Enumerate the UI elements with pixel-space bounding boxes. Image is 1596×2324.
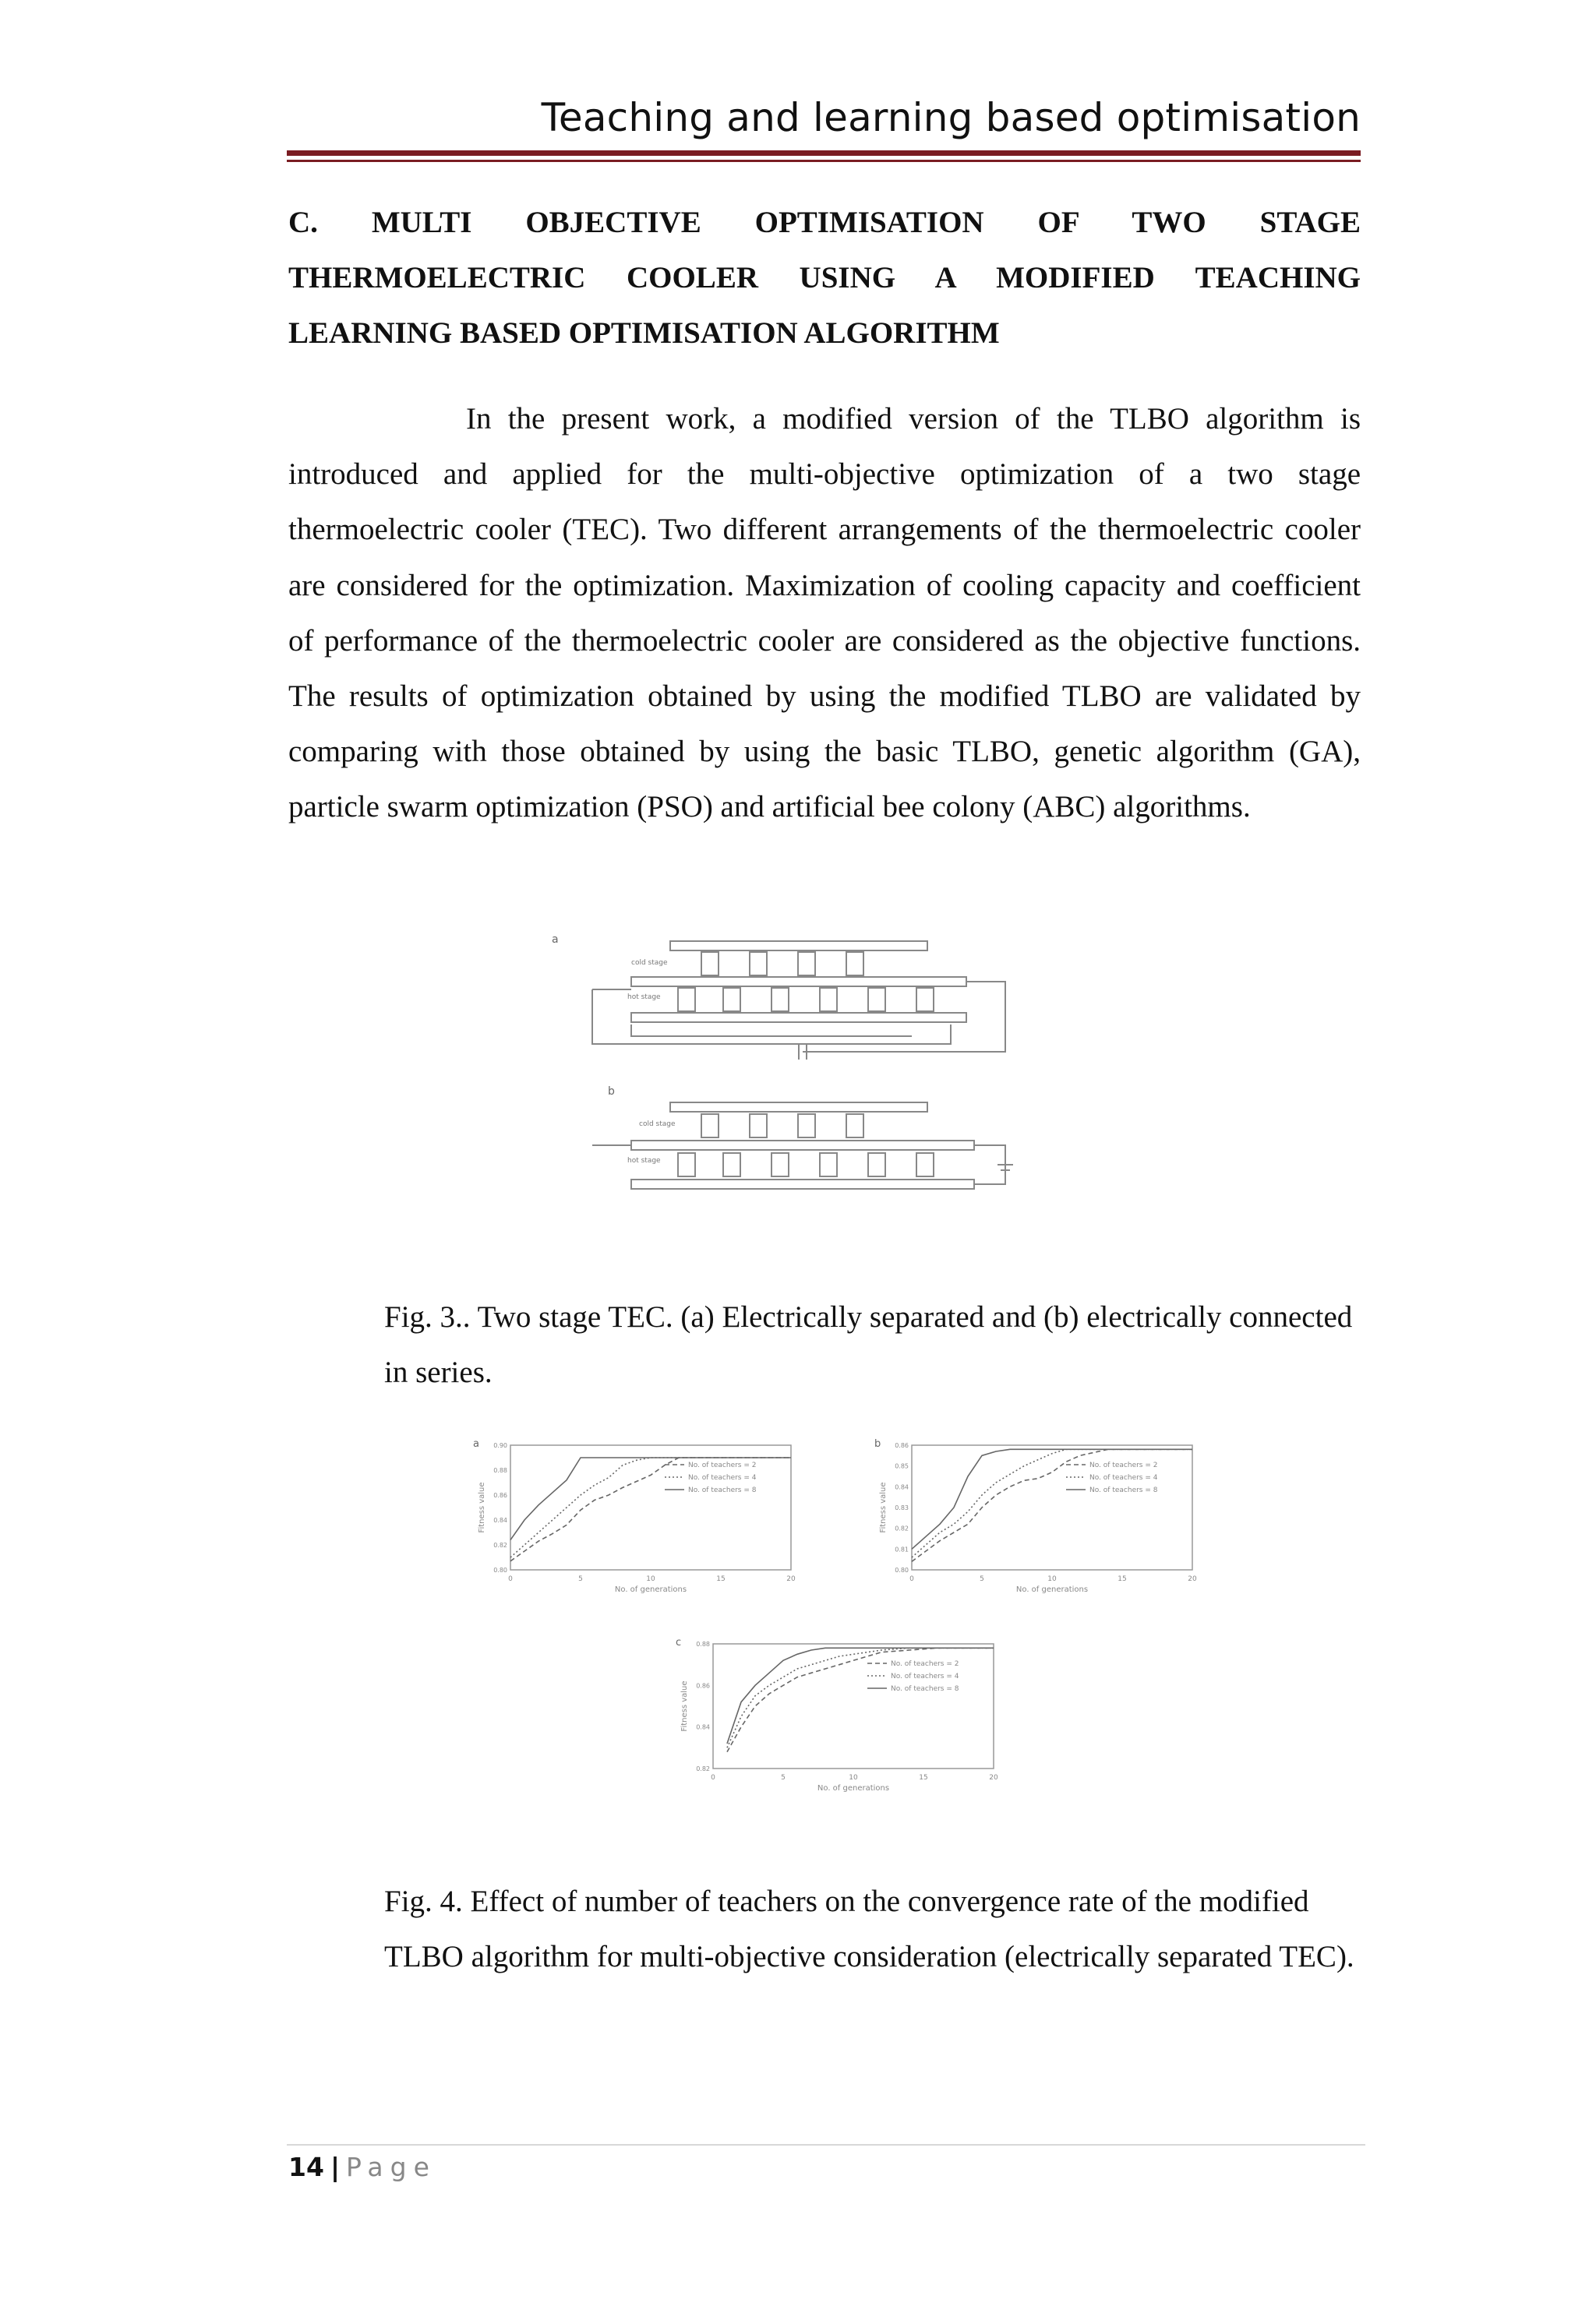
running-header-title: Teaching and learning based optimisation [541, 95, 1361, 140]
fig3a-circuit-wire-inner [631, 1024, 912, 1036]
chart-c-x-tick: 5 [781, 1774, 786, 1782]
chart-a-y-tick: 0.86 [493, 1492, 507, 1499]
body-paragraph [288, 391, 1361, 835]
chart-a-x-tick: 0 [508, 1575, 513, 1583]
chart-a-legend-label: No. of teachers = 2 [688, 1462, 757, 1469]
chart-a-x-tick: 5 [578, 1575, 583, 1583]
chart-a-x-tick: 10 [646, 1575, 655, 1583]
chart-b-x-label: No. of generations [1015, 1585, 1089, 1594]
fig3a-middle-plate [631, 977, 966, 986]
chart-c-y-tick: 0.86 [696, 1682, 710, 1690]
fig3b-cold-stage-pellets [701, 1114, 863, 1137]
figure-4-caption: Fig. 4. Effect of number of teachers on the convergence rate of the modified TLBO algorithm for multi-objective consideration (electrically separated TEC). [384, 1885, 1354, 1973]
chart-b-legend-label: No. of teachers = 4 [1089, 1474, 1158, 1482]
chart-c-x-label: No. of generations [817, 1784, 890, 1793]
page-word: Page [346, 2152, 436, 2182]
fig3b-hot-stage-label: hot stage [627, 1157, 661, 1165]
chart-b-x-tick: 5 [980, 1575, 984, 1583]
fig3-panel-a-label: a [552, 933, 559, 946]
chart-c-y-tick: 0.82 [696, 1765, 710, 1772]
chart-b-y-tick: 0.82 [895, 1525, 909, 1532]
chart-c-legend-label: No. of teachers = 8 [891, 1685, 959, 1693]
fig3a-cold-stage-pellets [701, 952, 863, 975]
chart-b-legend-label: No. of teachers = 8 [1089, 1486, 1158, 1494]
fig3b-bottom-plate [631, 1180, 974, 1189]
chart-a-y-label: Fitness value [478, 1482, 486, 1533]
chart-b-x-tick: 0 [909, 1575, 914, 1583]
chart-c-panel-label: c [676, 1637, 682, 1649]
page-number: 14 [288, 2152, 324, 2182]
figure-4-charts [448, 1434, 1235, 1839]
chart-a-series-line [510, 1458, 791, 1557]
chart-c-y-tick: 0.88 [696, 1641, 710, 1648]
fig3a-hot-stage-pellets [678, 988, 934, 1011]
chart-b-legend-label: No. of teachers = 2 [1089, 1462, 1158, 1469]
chart-b-y-tick: 0.84 [895, 1483, 909, 1491]
chart-b-y-tick: 0.85 [895, 1462, 909, 1470]
header-rule-thin [287, 160, 1361, 162]
chart-b-x-tick: 10 [1047, 1575, 1057, 1583]
footer-separator: | [330, 2152, 340, 2182]
section-heading: C. MULTI OBJECTIVE OPTIMISATION OF TWO STAGE THERMOELECTRIC COOLER USING A MODIFIED TEACHING LEARNING BASED OPTIMISATION ALGORITHM [288, 206, 1361, 350]
chart-a-y-tick: 0.80 [493, 1567, 507, 1574]
footer-rule [287, 2144, 1365, 2146]
fig3b-hot-stage-pellets [678, 1153, 934, 1176]
chart-c-x-tick: 10 [849, 1774, 858, 1782]
chart-a-x-tick: 20 [786, 1575, 796, 1583]
chart-b-y-tick: 0.86 [895, 1442, 909, 1449]
chart-b-y-label: Fitness value [879, 1482, 888, 1533]
fig3a-top-plate [670, 941, 927, 950]
fig3a-hot-stage-label: hot stage [627, 993, 661, 1001]
chart-a-legend-label: No. of teachers = 4 [688, 1474, 757, 1482]
chart-b-y-tick: 0.80 [895, 1567, 909, 1574]
chart-a-x-label: No. of generations [614, 1585, 687, 1594]
chart-c-legend-label: No. of teachers = 2 [891, 1660, 959, 1668]
chart-b-panel-label: b [874, 1438, 881, 1450]
header-rule-thick [287, 150, 1361, 156]
chart-b-x-tick: 15 [1118, 1575, 1127, 1583]
chart-b-x-tick: 20 [1188, 1575, 1197, 1583]
body-paragraph-text: In the present work, a modified version of the TLBO algorithm is introduced and applied for the multi-objective optimization of a two stage thermoelectric cooler (TEC). Two different arrangements of the thermoelectric cooler are considered for the optimization. Maximization of cooling capacity and coefficient of performance of the thermoelectric cooler are considered as the objective functions. The results of optimization obtained by using the modified TLBO are validated by comparing with those obtained by using the basic TLBO, genetic algorithm (GA), particle swarm optimization (PSO) and artificial bee colony (ABC) algorithms. [288, 402, 1361, 824]
chart-b-y-tick: 0.81 [895, 1546, 909, 1553]
fig3b-cold-stage-label: cold stage [639, 1120, 676, 1128]
chart-c-x-tick: 20 [989, 1774, 998, 1782]
fig3a-circuit-wire-right [803, 982, 1005, 1052]
chart-c-legend-label: No. of teachers = 4 [891, 1673, 959, 1680]
chart-b-y-tick: 0.83 [895, 1504, 909, 1511]
chart-a-panel-label: a [473, 1438, 479, 1450]
fig3a-bottom-plate [631, 1013, 966, 1022]
chart-c-y-tick: 0.84 [696, 1723, 710, 1731]
chart-a-series-line [510, 1458, 791, 1561]
fig3a-cold-stage-label: cold stage [631, 959, 668, 967]
chart-a-y-tick: 0.84 [493, 1517, 507, 1524]
chart-a-y-tick: 0.88 [493, 1467, 507, 1474]
fig3b-top-plate [670, 1102, 927, 1112]
figure-3-schematic [546, 927, 1107, 1254]
chart-a-y-tick: 0.90 [493, 1442, 507, 1449]
chart-c-y-label: Fitness value [680, 1680, 689, 1732]
page-footer [288, 2152, 436, 2182]
chart-a-x-tick: 15 [716, 1575, 726, 1583]
chart-a-series-line [510, 1458, 791, 1540]
chart-c-x-tick: 15 [919, 1774, 928, 1782]
chart-a-legend-label: No. of teachers = 8 [688, 1486, 757, 1494]
chart-c-x-tick: 0 [711, 1774, 715, 1782]
figure-3-caption: Fig. 3.. Two stage TEC. (a) Electrically separated and (b) electrically connected in series. [384, 1300, 1353, 1389]
fig3-panel-b-label: b [608, 1085, 615, 1098]
chart-a-y-tick: 0.82 [493, 1542, 507, 1549]
fig3b-middle-plate [631, 1141, 974, 1150]
